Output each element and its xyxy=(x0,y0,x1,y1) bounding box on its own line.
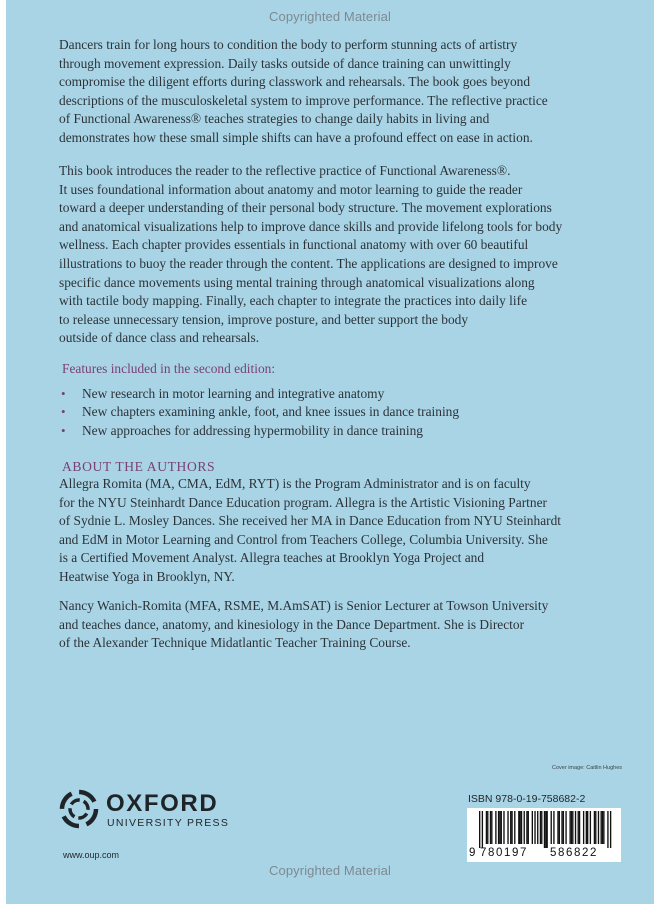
barcode-bar xyxy=(563,811,564,844)
barcode-bar xyxy=(528,811,529,844)
text-line: of the Alexander Technique Midatlantic Teacher Training Course. xyxy=(59,635,411,651)
feature-text: New chapters examining ankle, foot, and knee issues in dance training xyxy=(82,404,460,420)
text-line: demonstrates how these small simple shifts can have a profound effect on ease in action. xyxy=(59,129,533,145)
features-heading: Features included in the second edition: xyxy=(62,361,276,376)
about-authors-heading: ABOUT THE AUTHORS xyxy=(62,459,216,474)
text-line: illustrations to buoy the reader through the content. The applications are designed to improve xyxy=(59,255,558,271)
barcode-bar xyxy=(503,811,504,844)
barcode-bar xyxy=(491,811,492,844)
barcode-bar xyxy=(547,811,548,848)
watermark-bottom: Copyrighted Material xyxy=(269,863,391,878)
barcode-bar xyxy=(521,811,522,844)
barcode-bar xyxy=(524,811,525,844)
barcode-bar xyxy=(553,811,554,844)
barcode-bar xyxy=(486,811,487,844)
barcode-bar xyxy=(586,811,587,844)
feature-text: New research in motor learning and integrative anatomy xyxy=(82,386,385,401)
barcode-bar xyxy=(498,811,499,844)
barcode-bar xyxy=(501,811,502,844)
description-paragraph-2 xyxy=(59,162,619,348)
barcode-bar xyxy=(598,811,599,844)
feature-item xyxy=(59,422,619,440)
cover-image-credit: Cover image: Caitlin Hughes xyxy=(552,765,623,771)
text-line: for the NYU Steinhardt Dance Education program. Allegra is the Artistic Visioning Partner xyxy=(59,494,547,510)
barcode-bar xyxy=(594,811,595,844)
barcode-bar xyxy=(499,811,500,844)
barcode-first-digit: 9 xyxy=(469,847,477,859)
description-paragraph-1 xyxy=(59,36,619,148)
bullet-icon: • xyxy=(61,386,66,401)
text-line: and anatomical visualizations help to improve dance skills and provide lifelong tools for body xyxy=(59,218,563,234)
bullet-icon: • xyxy=(61,404,66,420)
barcode-bar xyxy=(541,811,542,844)
barcode-bar xyxy=(610,811,611,848)
barcode-bar xyxy=(507,811,508,844)
barcode-bar xyxy=(532,811,533,844)
barcode-bar xyxy=(601,811,602,844)
barcode-bar xyxy=(583,811,584,844)
barcode-digits xyxy=(467,847,621,861)
bullet-icon: • xyxy=(61,422,66,438)
barcode-bar xyxy=(602,811,603,844)
author-bio-1 xyxy=(59,475,619,587)
publisher-website: www.oup.com xyxy=(63,850,120,860)
barcode-bar xyxy=(607,811,608,848)
barcode-bar xyxy=(603,811,604,844)
text-line: This book introduces the reader to the reflective practice of Functional Awareness®. xyxy=(59,163,511,178)
features-list xyxy=(59,385,619,440)
barcode-icon xyxy=(467,808,621,848)
text-line: Allegra Romita (MA, CMA, EdM, RYT) is the Program Administrator and is on faculty xyxy=(59,476,531,491)
barcode-bar xyxy=(544,811,545,848)
watermark-top: Copyrighted Material xyxy=(269,9,391,24)
text-line: and teaches dance, anatomy, and kinesiology in the Dance Department. She is Director xyxy=(59,616,525,632)
barcode-bar xyxy=(587,811,588,844)
text-line: It uses foundational information about anatomy and motor learning to guide the reader xyxy=(59,181,523,197)
feature-text: New approaches for addressing hypermobility in dance training xyxy=(82,422,423,438)
text-line: through movement expression. Daily tasks outside of dance training can unwittingly xyxy=(59,55,511,71)
isbn-label: ISBN 978-0-19-758682-2 xyxy=(468,793,586,805)
barcode-bar xyxy=(590,811,591,844)
barcode-bar xyxy=(487,811,488,844)
book-back-cover xyxy=(6,0,654,904)
barcode-bar xyxy=(479,811,480,848)
barcode-bar xyxy=(545,811,546,848)
barcode-bar xyxy=(537,811,538,844)
text-line: outside of dance class and rehearsals. xyxy=(59,330,260,346)
text-line: to release unnecessary tension, improve posture, and better support the body xyxy=(59,311,469,327)
text-line: with tactile body mapping. Finally, each chapter to integrate the practices into daily life xyxy=(59,293,528,309)
barcode-bar xyxy=(511,811,512,844)
text-line: of Sydnie L. Mosley Dances. She received her MA in Dance Education from NYU Steinhardt xyxy=(59,513,562,529)
barcode-bar xyxy=(571,811,572,844)
barcode-left-digits: 780197 xyxy=(480,847,528,859)
barcode-bar xyxy=(518,811,519,844)
text-line: of Functional Awareness® teaches strategies to change daily habits in living and xyxy=(59,111,490,127)
isbn-barcode xyxy=(467,808,621,862)
text-line: and EdM in Motor Learning and Control from Teachers College, Columbia University. She xyxy=(59,531,548,547)
barcode-bar xyxy=(482,811,483,848)
barcode-bar xyxy=(569,811,570,844)
text-line: toward a deeper understanding of their personal body structure. The movement explorations xyxy=(59,200,552,216)
barcode-bar xyxy=(534,811,535,844)
barcode-bar xyxy=(557,811,558,844)
text-line: Dancers train for long hours to condition the body to perform stunning acts of artistry xyxy=(59,37,518,52)
barcode-bar xyxy=(579,811,580,844)
text-line: Heatwise Yoga in Brooklyn, NY. xyxy=(59,568,235,584)
barcode-bar xyxy=(572,811,573,844)
feature-item xyxy=(59,385,619,403)
oxford-logo xyxy=(58,788,248,836)
text-line: is a Certified Movement Analyst. Allegra teaches at Brooklyn Yoga Project and xyxy=(59,550,485,566)
barcode-bar xyxy=(520,811,521,844)
barcode-right-digits: 586822 xyxy=(550,847,598,859)
text-line: Nancy Wanich-Romita (MFA, RSME, M.AmSAT) is Senior Lecturer at Towson University xyxy=(59,598,549,613)
text-line: wellness. Each chapter provides essentials in functional anatomy with over 60 beautiful xyxy=(59,237,529,253)
barcode-bar xyxy=(495,811,496,844)
text-line: specific dance movements using mental training through anatomical visualizations along xyxy=(59,274,535,290)
barcode-bar xyxy=(575,811,576,844)
publisher-subtitle: UNIVERSITY PRESS xyxy=(107,817,230,829)
barcode-bar xyxy=(565,811,566,844)
barcode-bar xyxy=(510,811,511,844)
feature-item xyxy=(59,403,619,421)
barcode-bar xyxy=(578,811,579,844)
barcode-bar xyxy=(526,811,527,844)
barcode-bar xyxy=(514,811,515,844)
author-bio-2 xyxy=(59,597,619,653)
text-line: compromise the diligent efforts during classwork and rehearsals. The book goes beyond xyxy=(59,74,531,90)
barcode-bar xyxy=(561,811,562,844)
barcode-bar xyxy=(559,811,560,844)
text-line: descriptions of the musculoskeletal system to improve performance. The reflective practice xyxy=(59,92,548,108)
barcode-bar xyxy=(595,811,596,844)
barcode-bar xyxy=(540,811,541,844)
barcode-bar xyxy=(490,811,491,844)
oxford-emblem-icon xyxy=(58,788,100,830)
publisher-name: OXFORD xyxy=(106,790,219,817)
barcode-bar xyxy=(551,811,552,844)
